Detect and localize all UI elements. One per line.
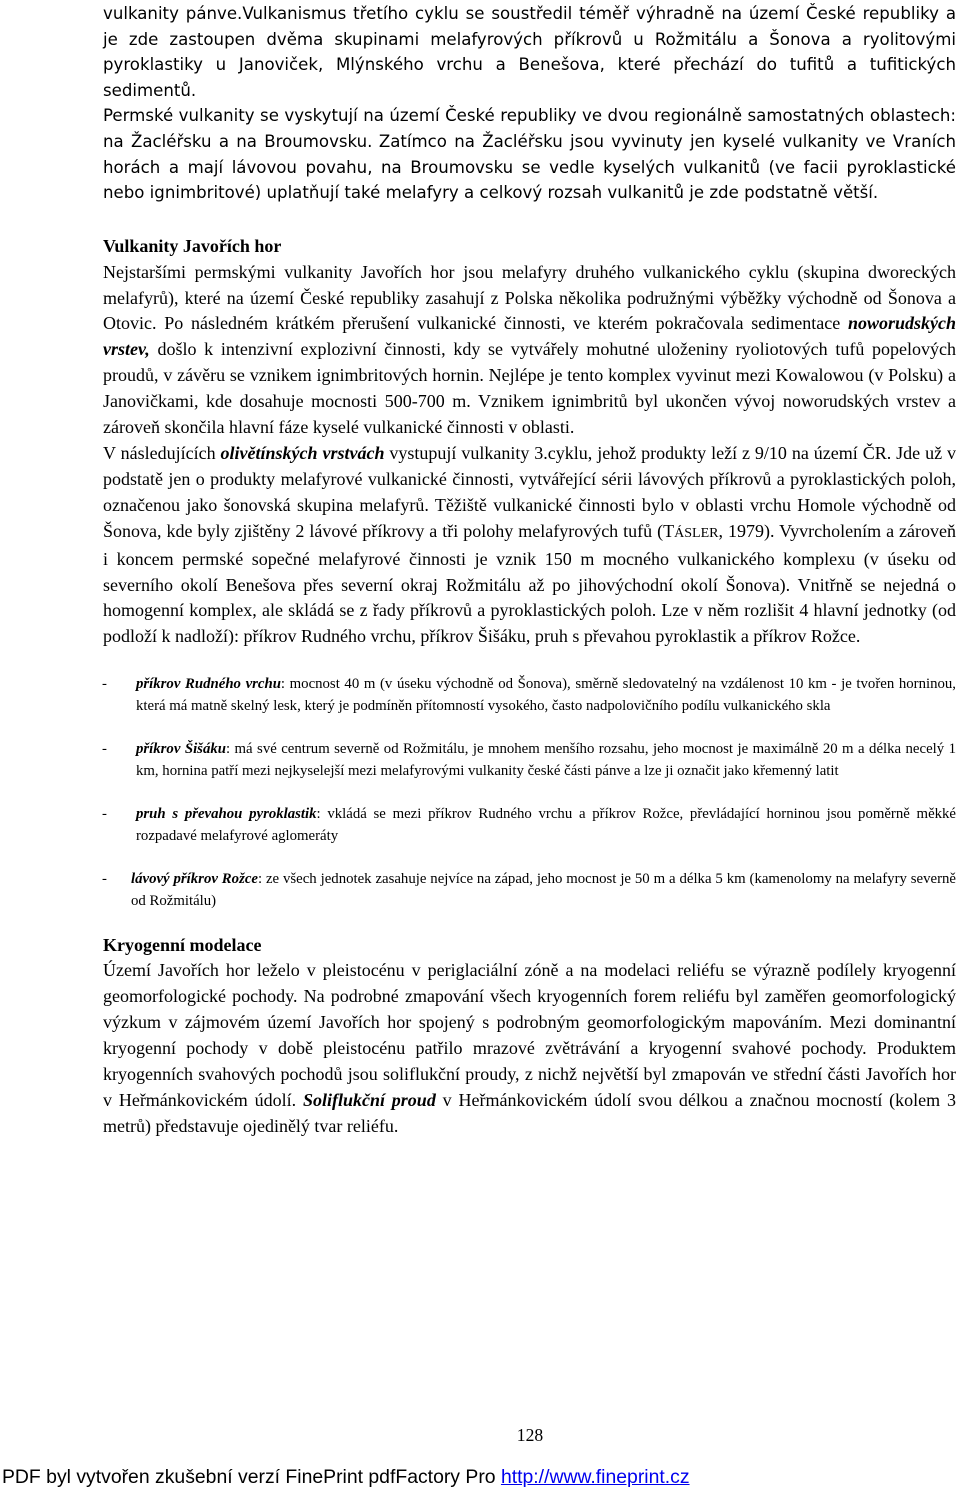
- section-heading-vulkanity: Vulkanity Javořích hor: [103, 235, 282, 256]
- section1-emphasis-2: olivětínských vrstvách: [220, 443, 385, 463]
- section2-text-a: Území Javořích hor leželo v pleistocénu v periglaciální zóně a na modelaci reliéfu se výrazně podílely kryogenní geomorfologické pochody. Na podrobné zmapování všech kryogenních forem reliéfu byl zaměřen geomorfologický výzkum v zájmovém území Javořích hor spojený s podrobným geomorfologickým mapováním. Mezi dominantní kryogenní pochody v době pleistocénu patřilo mrazové zvětrávání a kryogenní svahové pochody. Produktem kryogenních svahových pochodů jsou soliflukční proudy, z nichž největší byl zmapován ve střední části Javořích hor v Heřmánkovickém údolí.: [103, 960, 956, 1111]
- list-term: lávový příkrov Rožce: [131, 871, 258, 888]
- section1-text-1b: došlo k intenzivní explozivní činnosti, kdy se vytvářely mohutné uloženiny ryoliotových tufů popelových proudů, v závěru se vznikem ignimbritových hornin. Nejlépe je tento komplex vyvinut mezi Kowalowou (v Polsku) a Janovičkami, kde dosahuje mocnosti 500-700 m. Vznikem ignimbritů byl ukončen vývoj noworudských vrstev a zároveň skončila hlavní fáze kyselé vulkanické činnosti v oblasti.: [103, 339, 957, 438]
- list-desc: : má své centrum severně od Rožmitálu, je mnohem menšího rozsahu, jeho mocnost je maximálně 20 m a délka necelý 1 km, hornina patří mezi nejkyselejší mezi melafyrovými vulkanity české části pánve a lze ji označit jako křemenný latit: [136, 741, 956, 780]
- section1-text-1a: Nejstaršími permskými vulkanity Javořích hor jsou melafyry druhého vulkanického cyklu (skupina dworeckých melafyrů), které na území České republiky zasahují z Polska několika podružnými výběžky východně od Šonova a Otovic. Po následném krátkém přerušení vulkanické činnosti, ve kterém pokračovala sedimentace: [103, 261, 956, 334]
- section1-paragraph-2: [103, 441, 956, 650]
- intro-paragraph-1: [103, 1, 956, 103]
- pdf-footer: [2, 1466, 690, 1489]
- list-term: příkrov Rudného vrchu: [136, 676, 281, 693]
- section-heading-kryogenni: Kryogenní modelace: [103, 935, 262, 956]
- section2-emphasis: Soliflukční proud: [302, 1090, 436, 1111]
- intro-text-1: vulkanity pánve.Vulkanismus třetího cyklu se soustředil téměř výhradně na území České republiky a je zde zastoupen dvěma skupinami melafyrových příkrovů u Rožmitálu a Šonova a ryolitovými pyroklastiky u Janoviček, Mlýnského vrchu a Benešova, které přechází do tufitů a tufitických sedimentů.: [103, 4, 956, 100]
- list-item: [103, 673, 956, 717]
- footer-link[interactable]: http://www.fineprint.cz: [500, 1466, 690, 1488]
- intro-text-2b: Zatímco na Žacléřsku jsou vyvinuty jen kyselé vulkanity ve Vraních horách a mají lávovou povahu, na Broumovsku se vedle kyselých vulkanitů (ve facii pyroklastické nebo ignimbritové) uplatňují také melafyry a celkový rozsah vulkanitů je zde podstatně větší.: [103, 131, 957, 203]
- unit-list: [103, 673, 956, 912]
- section1-emphasis-1: noworudských vrstev,: [103, 313, 956, 360]
- intro-text-2a: Permské vulkanity se vyskytují na území České republiky ve dvou regionálně samostatných oblastech: na Žacléřsku a na Broumovsku.: [103, 106, 956, 151]
- list-text: [103, 738, 956, 782]
- list-desc: : vkládá se mezi příkrov Rudného vrchu a příkrov Rožce, převládající horninou jsou poměrně měkké rozpadavé melafyrové aglomeráty: [136, 806, 956, 845]
- page-number: 128: [516, 1425, 544, 1445]
- section1-text-2b: vystupují vulkanity 3.cyklu, jehož produkty leží z 9/10 na území ČR. Jde už v podstatě jen o produkty melafyrové vulkanické činnosti, vytvářející sérii lávových příkrovů a pyroklastických poloh, označenou jako šonovská skupina melafyrů. Těžiště vulkanické činnosti bylo v oblasti vrchu Homole východně od Šonova, kde byly zjištěny 2 lávové příkrovy a tři polohy melafyrových tufů (T: [103, 443, 957, 541]
- list-text: [103, 868, 956, 912]
- section1-text-2a: V následujících: [103, 443, 216, 463]
- list-dash: -: [102, 741, 107, 758]
- list-desc: : ze všech jednotek zasahuje nejvíce na západ, jeho mocnost je 50 m a délka 5 km (kamenolomy na melafyry severně od Rožmitálu): [131, 871, 956, 910]
- list-desc: : mocnost 40 m (v úseku východně od Šonova), směrně sledovatelný na vzdálenost 10 km - je tvořen horninou, která má matně skelný lesk, který je podmíněn přítomností vysokého, často nadpolovičního podílu vulkanického skla: [136, 676, 956, 715]
- list-text: [103, 673, 956, 717]
- section1-smallcaps: ÁSLER: [674, 525, 719, 541]
- section2-paragraph: [103, 957, 956, 1139]
- list-dash: -: [102, 806, 107, 823]
- section1-paragraph-1: [103, 260, 956, 441]
- list-item: [103, 868, 956, 912]
- list-dash: -: [102, 676, 107, 693]
- intro-paragraph-2: [103, 103, 956, 205]
- section1-text-2c: , 1979). Vyvrcholením a zároveň i koncem permské sopečné melafyrové činnosti je vznik 150 m mocného vulkanického komplexu (v úseku od severního okolí Benešova přes severní okraj Rožmitálu až po jihovýchodní okolí Šonova). Vnitřně se nejedná o homogenní komplex, ale skládá se z řady příkrovů a pyroklastických poloh. Lze v něm rozlišit 4 hlavní jednotky (od podloží k nadloží): příkrov Rudného vrchu, příkrov Šišáku, pruh s převahou pyroklastik a příkrov Rožce.: [103, 520, 957, 647]
- section2-text-b: v Heřmánkovickém údolí svou délkou a značnou mocností (kolem 3 metrů) představuje ojedinělý tvar reliéfu.: [103, 1090, 956, 1137]
- list-item: [103, 803, 956, 847]
- list-term: příkrov Šišáku: [136, 741, 226, 758]
- footer-text: PDF byl vytvořen zkušební verzí FinePrint pdfFactory Pro: [2, 1466, 496, 1488]
- list-item: [103, 738, 956, 782]
- list-dash: -: [102, 871, 107, 888]
- document-page: [103, 0, 956, 1139]
- list-text: [103, 803, 956, 847]
- list-term: pruh s převahou pyroklastik: [136, 806, 317, 823]
